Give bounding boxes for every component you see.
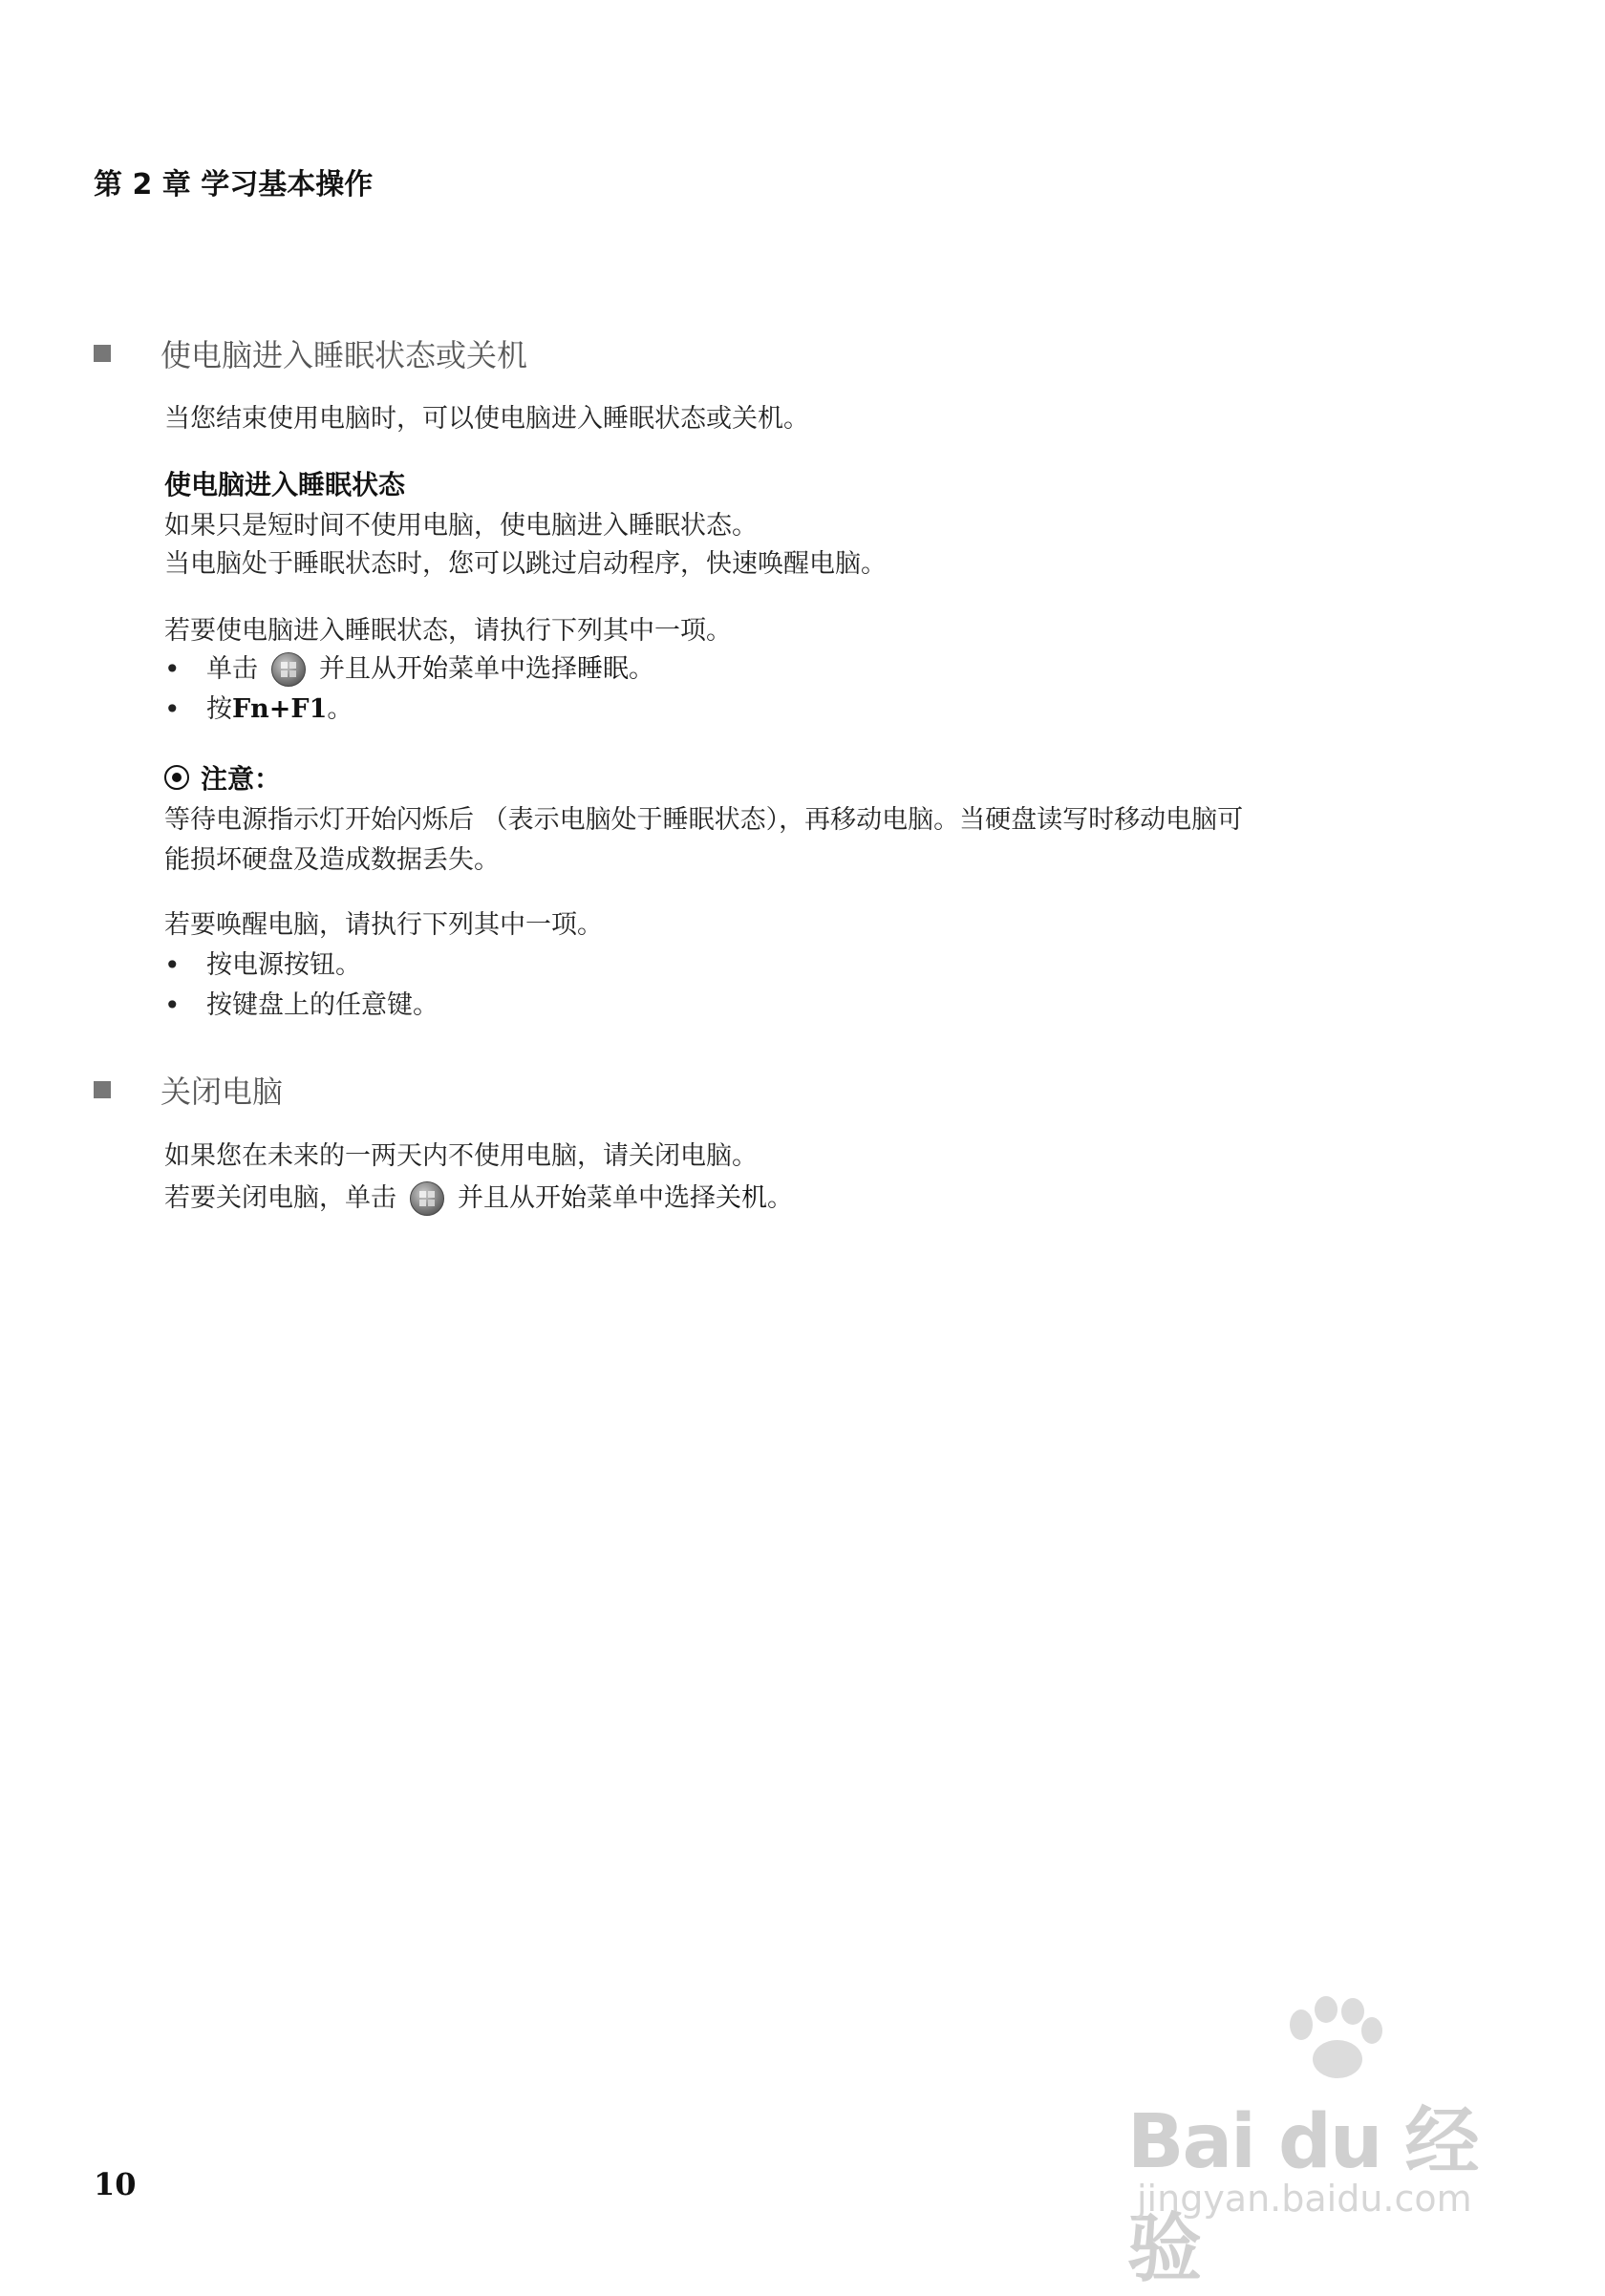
- sleep-howto: 若要使电脑进入睡眠状态，请执行下列其中一项。: [164, 616, 732, 646]
- section-intro: 当您结束使用电脑时，可以使电脑进入睡眠状态或关机。: [164, 404, 809, 434]
- bullet-icon: •: [164, 653, 181, 685]
- sleep-line-1: 如果只是短时间不使用电脑，使电脑进入睡眠状态。: [164, 511, 758, 541]
- chapter-title: 第 2 章 学习基本操作: [94, 168, 374, 202]
- section-title: 使电脑进入睡眠状态或关机: [160, 337, 528, 373]
- text: 按电源按钮。: [206, 950, 361, 980]
- windows-start-orb-icon: [271, 652, 306, 687]
- text: 。: [629, 654, 654, 684]
- hotkey-label: Fn+F1: [232, 694, 328, 724]
- text: 并且从: [458, 1183, 535, 1213]
- section-heading-sleep-shutdown: [94, 331, 527, 375]
- watermark-brand: Bai du 经验: [1127, 2099, 1478, 2292]
- note-line-2: 能损坏硬盘及造成数据丢失。: [164, 845, 500, 875]
- note-line-1: 等待电源指示灯开始闪烁后 （表示电脑处于睡眠状态），再移动电脑。当硬盘读写时移动电脑可: [164, 805, 1244, 835]
- bullet-icon: •: [164, 989, 181, 1021]
- text: 菜单中选择: [587, 1183, 716, 1213]
- subheading-sleep: 使电脑进入睡眠状态: [164, 469, 406, 500]
- text: 按键盘上的任意键。: [206, 990, 439, 1020]
- sleep-line-2: 当电脑处于睡眠状态时，您可以跳过启动程序，快速唤醒电脑。: [164, 549, 887, 579]
- text: 按: [206, 694, 232, 724]
- list-item: [164, 649, 654, 690]
- note-label: 注意：: [201, 763, 282, 795]
- page-number: 10: [94, 2166, 137, 2202]
- list-item: [164, 946, 361, 986]
- note-circle-icon: [164, 765, 189, 790]
- paw-icon: [1280, 1996, 1385, 2082]
- text: 菜单中选择: [448, 654, 577, 684]
- square-icon: [94, 1081, 111, 1098]
- text: 并且从: [319, 654, 396, 684]
- text: 。: [767, 1183, 793, 1213]
- bullet-icon: •: [164, 949, 181, 981]
- list-item: [164, 690, 353, 730]
- sleep-option-label: 睡眠: [577, 654, 629, 684]
- start-menu-label: 开始: [535, 1183, 587, 1213]
- shutdown-line-2: [164, 1179, 793, 1219]
- bullet-icon: •: [164, 693, 181, 725]
- note-heading: [164, 758, 281, 797]
- windows-start-orb-icon: [410, 1181, 444, 1216]
- watermark-url: jingyan.baidu.com: [1137, 2178, 1472, 2220]
- baidu-jingyan-watermark: [1118, 1996, 1519, 2292]
- text: 单击: [206, 654, 258, 684]
- shutdown-option-label: 关机: [716, 1183, 767, 1213]
- text: 若要关闭电脑，单击: [164, 1183, 396, 1213]
- start-menu-label: 开始: [396, 654, 448, 684]
- shutdown-line-1: 如果您在未来的一两天内不使用电脑，请关闭电脑。: [164, 1141, 758, 1171]
- section-heading-shutdown: [94, 1068, 283, 1112]
- section-title: 关闭电脑: [160, 1074, 284, 1110]
- square-icon: [94, 345, 111, 362]
- text: 。: [327, 694, 353, 724]
- list-item: [164, 986, 439, 1026]
- wake-intro: 若要唤醒电脑，请执行下列其中一项。: [164, 910, 603, 940]
